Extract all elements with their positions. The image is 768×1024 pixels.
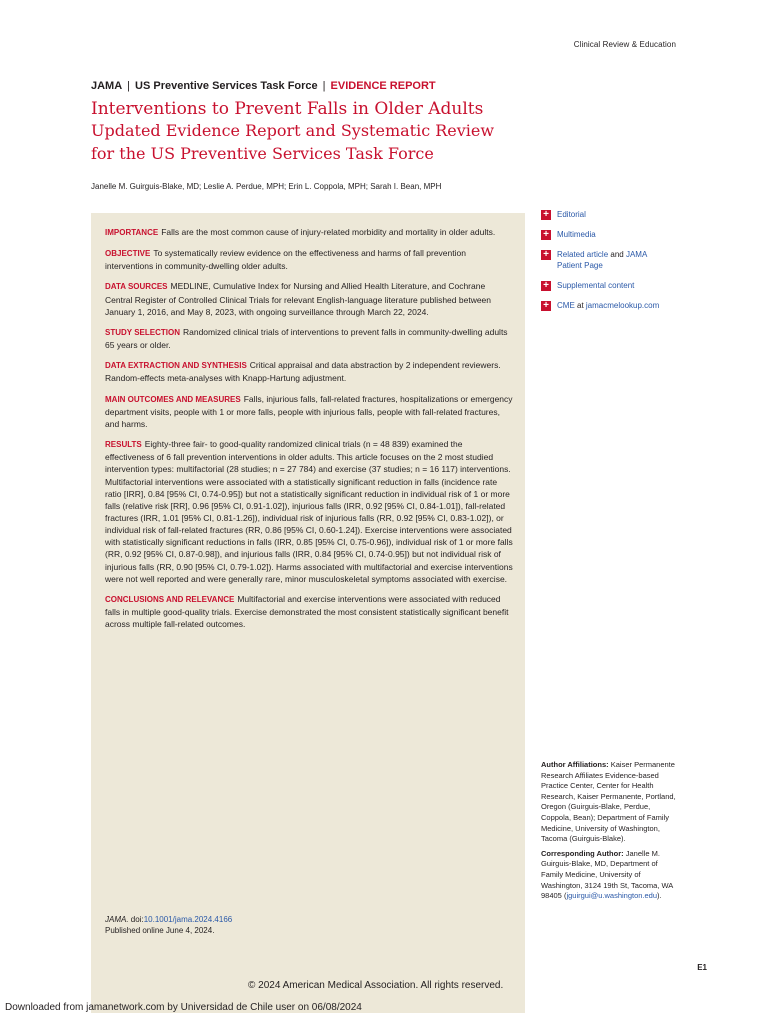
abstract-text: To systematically review evidence on the effectiveness and harms of fall prevention interventions in community-dwelling older adults. — [105, 248, 466, 272]
separator: | — [127, 80, 131, 92]
article-subtitle-line2: for the US Preventive Services Task Force — [91, 144, 434, 163]
citation-journal: JAMA. — [105, 915, 129, 924]
abstract-objective — [105, 247, 513, 272]
article-title-block — [91, 99, 531, 165]
abstract-label: MAIN OUTCOMES AND MEASURES — [105, 394, 241, 404]
abstract-label: OBJECTIVE — [105, 249, 151, 259]
abstract-data-extraction — [105, 359, 513, 384]
related-article-text — [557, 249, 647, 271]
abstract — [105, 226, 513, 638]
copyright: © 2024 American Medical Association. All rights reserved. — [248, 980, 504, 991]
cme-link-row[interactable] — [541, 300, 681, 311]
affiliations-label: Author Affiliations: — [541, 760, 609, 769]
journal-line — [91, 80, 436, 92]
abstract-text: MEDLINE, Cumulative Index for Nursing and Allied Health Literature, and Cochrane Central Register of Controlled Clinical Trials for relevant English-language literature published between January 1, 2016, and May 8, 2023, with ongoing surveillance through March 22, 2024. — [105, 281, 492, 317]
multimedia-link-row[interactable] — [541, 229, 681, 240]
abstract-label: CONCLUSIONS AND RELEVANCE — [105, 594, 235, 604]
editorial-link-row[interactable] — [541, 209, 681, 220]
citation — [105, 915, 232, 936]
cme-at-text: at — [574, 301, 586, 310]
multimedia-link[interactable]: Multimedia — [557, 230, 596, 239]
corresponding-text: Janelle M. Guirguis-Blake, MD, Department of Family Medicine, University of Washington, 3124 19th St, Tacoma, WA 98405 ( — [541, 848, 673, 901]
separator: | — [322, 80, 326, 92]
abstract-text: Randomized clinical trials of interventions to prevent falls in community-dwelling adults 65 years or older. — [105, 326, 508, 351]
page-number: E1 — [697, 963, 707, 972]
affiliations-text: Kaiser Permanente Research Affiliates Evidence-based Practice Center, Center for Health Research, Kaiser Permanente, Portland, Oregon (Guirguis-Blake, Perdue, Coppola, Bean); Department of Family Medicine, University of Washington, Tacoma (Guirguis-Blake). — [541, 760, 676, 844]
abstract-data-sources — [105, 280, 513, 317]
related-article-link[interactable]: Related article — [557, 250, 609, 259]
cme-url-link[interactable]: jamacmelookup.com — [585, 301, 660, 310]
section-label: Clinical Review & Education — [573, 40, 676, 49]
abstract-text: Falls are the most common cause of injury-related morbidity and mortality in older adults. — [161, 227, 496, 237]
abstract-text: Multifactorial and exercise interventions were associated with reduced falls in multiple good-quality trials. Exercise demonstrated the most consistent statistically significant benefit across multiple fall-related outcomes. — [105, 593, 509, 630]
author-list: Janelle M. Guirguis-Blake, MD; Leslie A. Perdue, MPH; Erin L. Coppola, MPH; Sarah I. Bean, MPH — [91, 182, 442, 191]
plus-icon: + — [541, 301, 551, 311]
abstract-label: DATA SOURCES — [105, 282, 168, 292]
plus-icon: + — [541, 210, 551, 220]
plus-icon: + — [541, 281, 551, 291]
supplemental-link-row[interactable] — [541, 280, 681, 291]
corresponding-author — [541, 849, 676, 902]
author-affiliations — [541, 760, 676, 845]
abstract-results — [105, 438, 513, 585]
email-link[interactable]: jguirgui@u.washington.edu — [566, 891, 658, 901]
side-links — [541, 209, 681, 320]
article-subtitle-line1: Updated Evidence Report and Systematic Review — [91, 121, 495, 140]
and-text: and — [608, 250, 626, 259]
editorial-link[interactable]: Editorial — [557, 210, 586, 219]
corresponding-label: Corresponding Author: — [541, 848, 624, 858]
affiliations — [541, 760, 676, 906]
abstract-text: Critical appraisal and data abstraction by 2 independent reviewers. Random-effects meta-analyses with Knapp-Hartung adjustment. — [105, 360, 501, 384]
abstract-main-outcomes — [105, 393, 513, 430]
download-notice: Downloaded from jamanetwork.com by Universidad de Chile user on 06/08/2024 — [5, 1002, 362, 1013]
corresponding-close: ). — [657, 891, 662, 901]
doi-prefix: doi: — [130, 915, 144, 924]
jama-link[interactable]: JAMA — [625, 250, 648, 259]
abstract-conclusions — [105, 593, 513, 630]
cme-link[interactable]: CME — [557, 301, 575, 310]
doi-link[interactable]: 10.1001/jama.2024.4166 — [143, 915, 233, 924]
abstract-label: STUDY SELECTION — [105, 327, 180, 337]
related-article-link-row[interactable] — [541, 249, 681, 271]
abstract-text: Falls, injurious falls, fall-related fractures, hospitalizations or emergency department visits, people with 1 or more falls, people with injurious falls, people with fall-related fractures, and harms. — [105, 393, 513, 429]
patient-page-link[interactable]: Patient Page — [557, 261, 603, 270]
supplemental-link[interactable]: Supplemental content — [557, 281, 635, 290]
plus-icon: + — [541, 230, 551, 240]
article-title: Interventions to Prevent Falls in Older Adults — [91, 99, 484, 119]
journal-name: JAMA — [91, 80, 123, 92]
abstract-importance — [105, 226, 513, 239]
task-force-label: US Preventive Services Task Force — [135, 80, 318, 92]
doi-line — [105, 915, 232, 926]
report-type: EVIDENCE REPORT — [330, 80, 436, 92]
plus-icon: + — [541, 250, 551, 260]
published-date: Published online June 4, 2024. — [105, 925, 215, 935]
abstract-label: RESULTS — [105, 440, 142, 450]
abstract-study-selection — [105, 326, 513, 351]
abstract-label: DATA EXTRACTION AND SYNTHESIS — [105, 361, 247, 371]
cme-text — [557, 300, 659, 311]
abstract-text: Eighty-three fair- to good-quality randomized clinical trials (n = 48 839) examined the effectiveness of 6 fall prevention interventions in older adults. This article focuses on the 2 most studied intervention types: multifactorial (28 studies; n = 27 784) and exercise (37 studies; n = 16 117) interventions. Multifactorial interventions were associated with a statistically significant reduction in falls (incidence rate ratio [IRR], 0.84 [95% CI, 0.74-0.95]) but not a statistically significant reduction in individual risk of 1 or more falls (relative risk [RR], 0.96 [95% CI, 0.91-1.02]), injurious falls (IRR, 0.92 [95% CI, 0.84-1.01]), fall-related fractures (IRR, 1.01 [95% CI, 0.81-1.26]), individual risk of injurious falls (RR, 0.92 [95% CI, 0.83-1.02]), or individual risk of fall-related fractures (RR, 0.86 [95% CI, 0.60-1.24]). Exercise interventions were associated with statistically significant reductions in falls (IRR, 0.85 [95% CI, 0.75-0.96]), individual risk of 1 or more falls (RR, 0.92 [95% CI, 0.87-0.98]), and injurious falls (IRR, 0.84 [95% CI, 0.74-0.95]) but not individual risk of injurious falls (RR, 0.90 [95% CI, 0.79-1.02]). Harms associated with multifactorial and exercise interventions were not well reported and were generally rare, minor musculoskeletal symptoms associated with exercise. — [105, 439, 513, 584]
abstract-label: IMPORTANCE — [105, 228, 159, 237]
